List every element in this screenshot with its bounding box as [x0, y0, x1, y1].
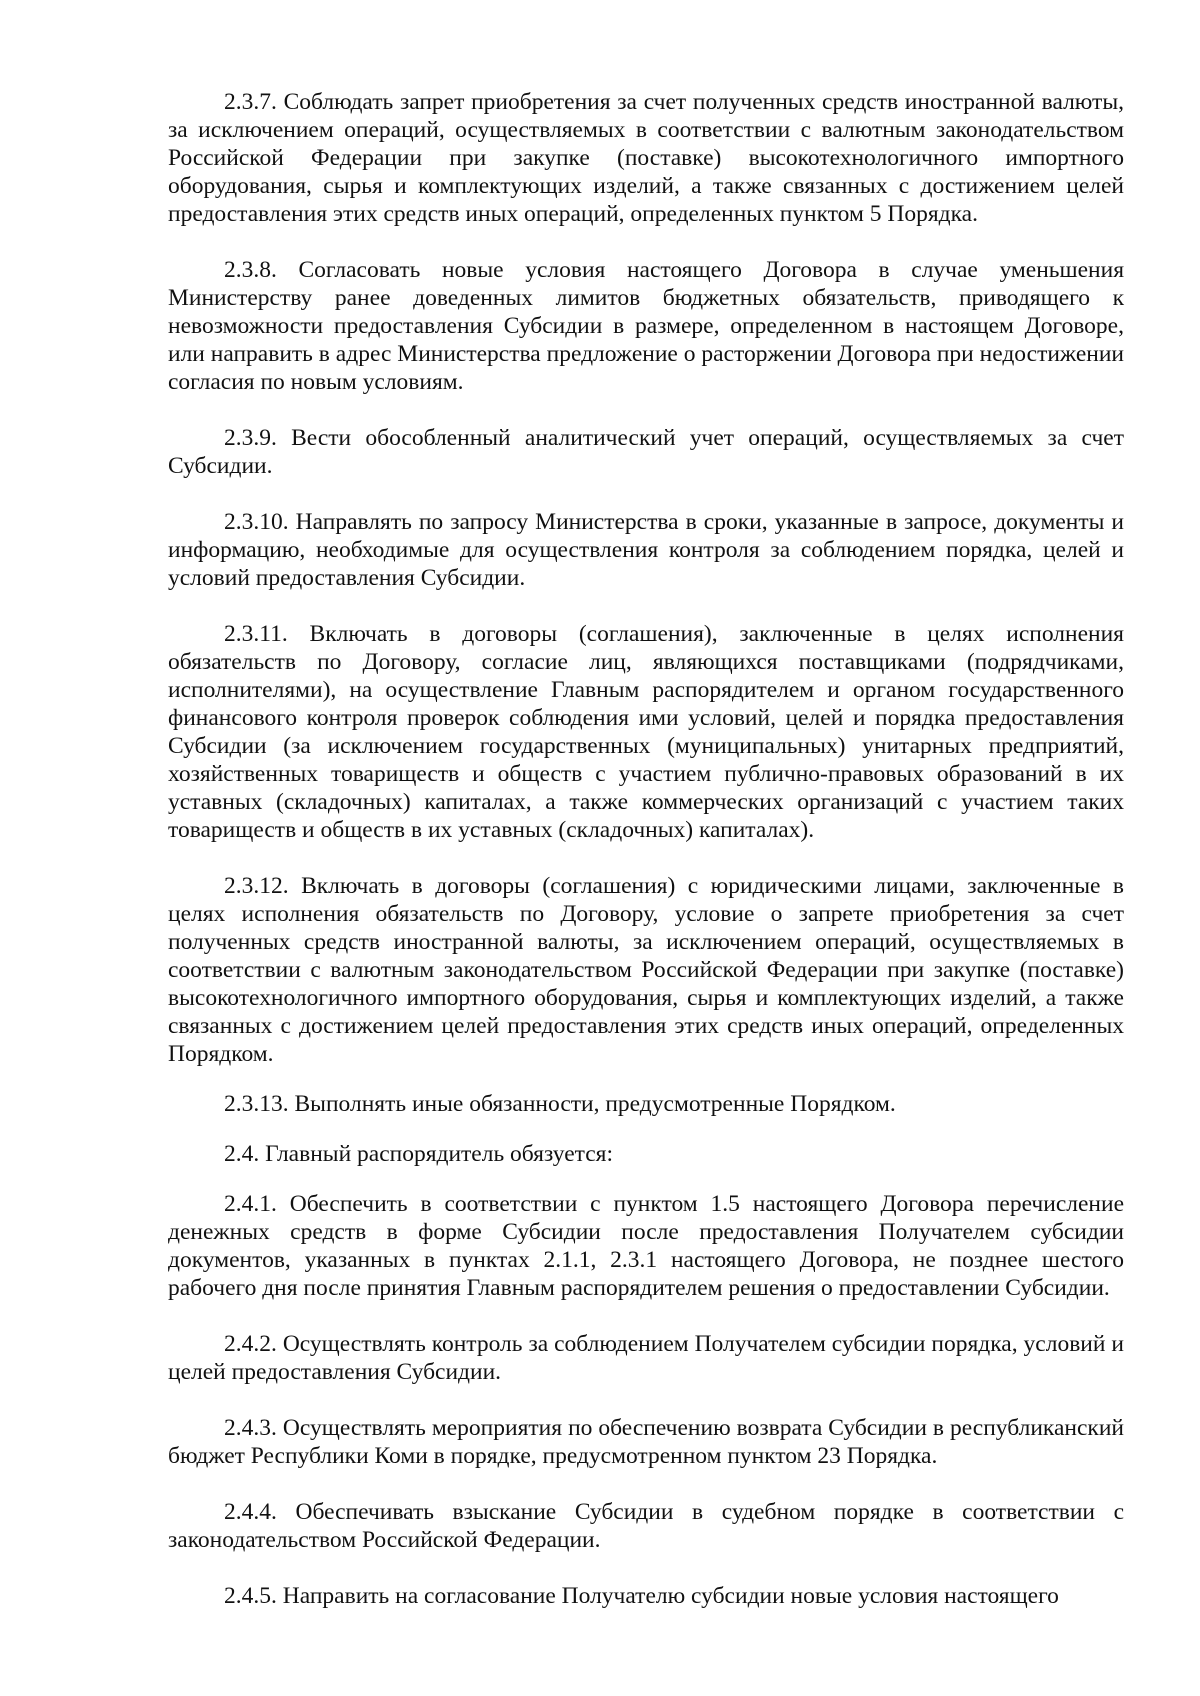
- clause-2-3-7: 2.3.7. Соблюдать запрет приобретения за счет полученных средств иностранной валюты, за исключением операций, осуществляемых в соответствии с валютным законодательством Российской Федерации при закупке (поставке) высокотехнологичного импортного оборудования, сырья и комплектующих изделий, а также связанных с достижением целей предоставления этих средств иных операций, определенных пунктом 5 Порядка.: [168, 89, 1124, 227]
- clause-2-3-8: 2.3.8. Согласовать новые условия настоящего Договора в случае уменьшения Министерству ранее доведенных лимитов бюджетных обязательств, приводящего к невозможности предоставления Субсидии в размере, определенном в настоящем Договоре, или направить в адрес Министерства предложение о расторжении Договора при недостижении согласия по новым условиям.: [168, 257, 1124, 395]
- clause-2-3-12: 2.3.12. Включать в договоры (соглашения) с юридическими лицами, заключенные в целях исполнения обязательств по Договору, условие о запрете приобретения за счет полученных средств иностранной валюты, за исключением операций, осуществляемых в соответствии с валютным законодательством Российской Федерации при закупке (поставке) высокотехнологичного импортного оборудования, сырья и комплектующих изделий, а также связанных с достижением целей предоставления этих средств иных операций, определенных Порядком.: [168, 873, 1124, 1067]
- clause-2-4-1: 2.4.1. Обеспечить в соответствии с пунктом 1.5 настоящего Договора перечисление денежных средств в форме Субсидии после предоставления Получателем субсидии документов, указанных в пунктах 2.1.1, 2.3.1 настоящего Договора, не позднее шестого рабочего дня после принятия Главным распорядителем решения о предоставлении Субсидии.: [168, 1191, 1124, 1301]
- clause-2-3-9: 2.3.9. Вести обособленный аналитический учет операций, осуществляемых за счет Субсидии.: [168, 425, 1124, 479]
- clause-2-4-heading: 2.4. Главный распорядитель обязуется:: [224, 1141, 613, 1167]
- clause-2-4-4: 2.4.4. Обеспечивать взыскание Субсидии в судебном порядке в соответствии с законодательством Российской Федерации.: [168, 1499, 1124, 1553]
- clause-2-3-13: 2.3.13. Выполнять иные обязанности, предусмотренные Порядком.: [224, 1091, 896, 1117]
- clause-2-3-10: 2.3.10. Направлять по запросу Министерства в сроки, указанные в запросе, документы и информацию, необходимые для осуществления контроля за соблюдением порядка, целей и условий предоставления Субсидии.: [168, 509, 1124, 591]
- clause-2-3-11: 2.3.11. Включать в договоры (соглашения), заключенные в целях исполнения обязательств по Договору, согласие лиц, являющихся поставщиками (подрядчиками, исполнителями), на осуществление Главным распорядителем и органом государственного финансового контроля проверок соблюдения ими условий, целей и порядка предоставления Субсидии (за исключением государственных (муниципальных) унитарных предприятий, хозяйственных товариществ и обществ с участием публично-правовых образований в их уставных (складочных) капиталах, а также коммерческих организаций с участием таких товариществ и обществ в их уставных (складочных) капиталах).: [168, 621, 1124, 843]
- clause-2-4-2: 2.4.2. Осуществлять контроль за соблюдением Получателем субсидии порядка, условий и целей предоставления Субсидии.: [168, 1331, 1124, 1385]
- clause-2-4-5: 2.4.5. Направить на согласование Получателю субсидии новые условия настоящего: [224, 1583, 1059, 1609]
- clause-2-4-3: 2.4.3. Осуществлять мероприятия по обеспечению возврата Субсидии в республиканский бюджет Республики Коми в порядке, предусмотренном пунктом 23 Порядка.: [168, 1415, 1124, 1469]
- document-page: [168, 88, 1124, 1610]
